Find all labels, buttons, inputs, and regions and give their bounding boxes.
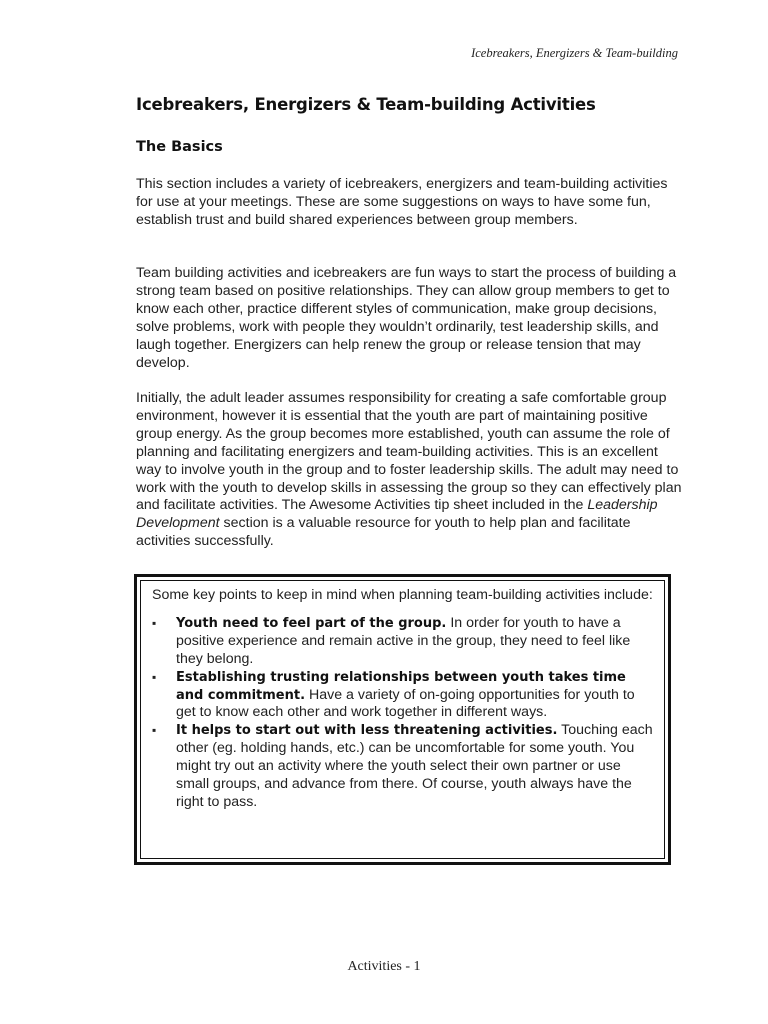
list-item (152, 722, 654, 812)
key-points-inner-frame (140, 580, 665, 859)
list-item (152, 615, 654, 669)
key-point-heading: It helps to start out with less threatening activities. (176, 723, 558, 739)
key-points-box (134, 574, 671, 865)
square-bullet-icon: ▪ (152, 615, 157, 630)
paragraph-text-after: section is a valuable resource for youth to help plan and facilitate activities successfully. (136, 515, 631, 550)
paragraph-text-before: Initially, the adult leader assumes responsibility for creating a safe comfortable group environment, however it is essential that the youth are part of maintaining positive group energy. As the group becomes more established, youth can assume the role of planning and facilitating energizers and team-building activities. This is an excellent way to involve youth in the group and to foster leadership skills. The adult may need to work with the youth to develop skills in assessing the group so they can effectively plan and facilitate activities. The Awesome Activities tip sheet included in the (136, 390, 682, 514)
list-item (152, 669, 654, 723)
section-heading: The Basics (136, 139, 223, 155)
key-point-text: Touching each other (eg. holding hands, etc.) can be uncomfortable for some youth. You might try out an activity where the youth select their own partner or use small groups, and advance from there. Of course, youth always have the right to pass. (176, 722, 653, 810)
square-bullet-icon: ▪ (152, 669, 157, 684)
key-point-heading: Youth need to feel part of the group. (176, 615, 447, 631)
paragraph-team-building: Team building activities and icebreakers are fun ways to start the process of building a strong team based on positive relationships. They can allow group members to get to know each other, practice different styles of communication, make group decisions, solve problems, work with people they wouldn’t ordinarily, test leadership skills, and laugh together. Energizers can help renew the group or release tension that may develop. (136, 265, 677, 371)
paragraph-intro: This section includes a variety of icebreakers, energizers and team-building activities for use at your meetings. These are some suggestions on ways to have some fun, establish trust and build shared experiences between group members. (136, 176, 668, 228)
running-header: Icebreakers, Energizers & Team-building (471, 46, 678, 60)
square-bullet-icon: ▪ (152, 723, 157, 738)
key-points-intro: Some key points to keep in mind when planning team-building activities include: (152, 587, 653, 603)
leadership-development-reference: Leadership Development (136, 497, 658, 532)
document-title: Icebreakers, Energizers & Team-building Activities (136, 95, 596, 114)
key-points-list (152, 615, 654, 812)
paragraph-adult-leader (136, 390, 684, 551)
key-point-heading: Establishing trusting relationships between youth takes time and commitment. (176, 669, 626, 703)
key-point-text: Have a variety of on-going opportunities for youth to get to know each other and work together in different ways. (176, 686, 635, 721)
key-point-text: In order for youth to have a positive experience and remain active in the group, they need to feel like they belong. (176, 614, 631, 667)
page-footer: Activities - 1 (347, 959, 421, 974)
